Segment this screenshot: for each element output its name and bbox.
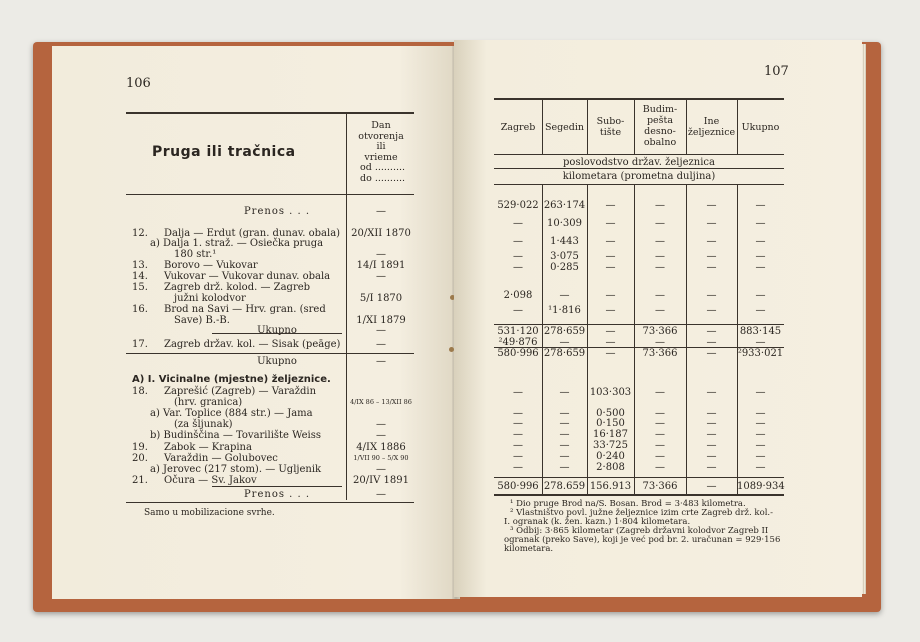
footnote-line: ³ Odbij: 3·865 kilometar (Zagreb državni kolodvor Zagreb II [510,526,769,536]
data-cell: 0·150 [596,418,625,429]
footnote: Samo u mobilizacione svrhe. [144,508,275,518]
data-cell: 73·366 [642,348,678,359]
row-date: — [376,489,386,500]
ukupno-rule-1 [212,333,342,334]
data-cell: — [706,262,717,273]
page-number: 107 [764,64,789,79]
data-cell: — [755,218,766,229]
data-cell: 2·098 [503,290,533,301]
data-cell: ²933·021 [737,348,784,359]
data-cell: — [706,429,717,440]
row-date: — [376,339,386,350]
data-cell: 3·075 [550,251,579,262]
data-cell: — [513,440,523,451]
subtotal-rule [494,324,784,325]
row-route: Zaprešić (Zagreb) — Varaždin [164,386,317,397]
data-cell: — [605,262,616,273]
data-cell: — [655,418,665,429]
data-cell: 531·120 [497,326,539,337]
data-cell: — [655,440,665,451]
data-cell: — [755,440,766,451]
header-poslovodstvo: poslovodstvo držav. željeznica [563,157,715,168]
data-cell: — [559,387,570,398]
row-date: 4/IX 86 – 13/XII 86 [350,398,412,406]
row-date: — [376,249,386,260]
data-cell: — [513,218,523,229]
row-route: Zagreb držav. kol. — Sisak (peāge) [164,339,341,350]
subtotal-rule-2 [494,347,784,348]
row-route: Prenos . . . [243,489,311,500]
row-route: (hrv. granica) [174,397,243,408]
table-top-rule [494,98,784,100]
row-route: Borovo — Vukovar [164,260,258,271]
row-date: — [376,464,386,475]
data-cell: 1089·934 [737,481,785,492]
header-otvorenja: otvorenja [358,130,404,142]
data-cell: ¹1·816 [548,305,581,316]
data-cell: — [755,387,766,398]
column-rule [542,99,543,155]
header-dan: Dan [371,120,391,131]
data-cell: — [559,462,570,473]
data-cell: 278·659 [543,326,586,337]
date-column-header: Dan otvorenja ili vrieme od .......... do .......... [348,121,414,184]
data-cell: — [655,251,665,262]
data-cell: — [755,262,766,273]
row-route: Ukupno [257,325,297,336]
row-date: 20/XII 1870 [351,228,411,239]
data-cell: 73·366 [642,326,678,337]
data-cell: — [655,429,665,440]
header-rule-1 [494,154,784,155]
column-rule [686,99,687,155]
row-date: — [376,430,386,441]
row-date: 1/VII 90 – 5/X 90 [353,454,409,462]
header-rule-2 [494,168,784,169]
data-cell: — [559,408,570,419]
data-cell: — [513,451,523,462]
row-number: 21. [132,475,148,486]
data-cell: — [755,290,766,301]
data-cell: — [513,236,523,247]
data-cell: — [706,387,717,398]
data-cell: 278.659 [543,481,586,492]
data-cell: 1·443 [550,236,579,247]
data-cell: 10·309 [547,218,582,229]
data-cell: — [755,429,766,440]
row-date: 1/XI 1879 [356,315,406,326]
data-cell: 103·303 [589,387,632,398]
row-route: Prenos . . . [243,206,311,217]
row-route: Vukovar — Vukovar dunav. obala [164,271,331,282]
row-number: 15. [132,282,148,293]
footnote-line: ogranak (preko Save), koji je već pod br. 2. uračunan = 929·156 [504,535,781,545]
data-cell: ²49·876 [498,337,538,348]
data-cell: — [605,251,616,262]
data-cell: — [655,305,665,316]
data-cell: — [559,451,570,462]
data-cell: 529·022 [497,200,539,211]
footnote-line: ² Vlastništvo povl. južne željeznice izim crte Zagreb drž. kol.- [510,508,773,518]
data-cell: — [706,418,717,429]
row-number: 14. [132,271,148,282]
data-cell: — [655,408,665,419]
row-route: Save) B.-B. [174,315,230,326]
data-cell: — [655,218,665,229]
row-route: Dalja — Erdut (gran. dunav. obala) [164,228,341,239]
column-header: Ukupno [741,122,780,133]
data-cell: — [706,348,717,359]
header-do: do [360,172,372,184]
row-date: 4/IX 1886 [356,442,406,453]
data-cell: — [513,251,523,262]
data-cell: 580·996 [497,481,539,492]
row-route: (za šljunak) [174,419,233,430]
data-cell: — [559,429,570,440]
data-cell: 263·174 [543,200,586,211]
row-route: Zabok — Krapina [164,442,252,453]
column-header: Ine željeznice [687,116,736,138]
data-cell: — [755,200,766,211]
header-bottom-rule [126,194,414,195]
data-cell: — [655,462,665,473]
header-od: od [360,162,372,173]
row-route: Očura — Sv. Jakov [164,475,257,486]
row-route: Zagreb drž. kolod. — Zagreb [164,282,311,293]
row-date: — [376,206,386,217]
data-cell: — [755,408,766,419]
data-cell: — [706,337,717,348]
data-cell: 0·500 [596,408,625,419]
data-cell: — [655,236,665,247]
left-page [52,46,460,599]
data-cell: — [513,408,523,419]
row-number: 13. [132,260,148,271]
data-cell: — [706,326,717,337]
row-route: a) Jerovec (217 stom). — Ugljenik [150,464,322,475]
column-rule [634,99,635,155]
column-divider [346,113,347,500]
data-cell: — [706,451,717,462]
column-header: Budim- pešta desno- obalno [642,104,678,148]
ukupno-rule-2 [126,353,414,354]
header-kilometara: kilometara (prometna duljina) [562,171,716,182]
data-cell: — [755,251,766,262]
column-header: Segedin [544,122,585,133]
footnote-line: kilometara. [504,544,554,554]
row-route: Brod na Savi — Hrv. gran. (sred [164,304,326,315]
data-cell: — [706,305,717,316]
row-date: — [376,325,386,336]
data-cell: — [655,262,665,273]
prenos-rule [212,486,342,487]
data-cell: 580·996 [497,348,539,359]
data-cell: — [755,337,766,348]
row-date: 20/IV 1891 [353,475,409,486]
data-cell: — [513,462,523,473]
table-bottom-rule [494,494,784,496]
row-route: b) Budinščina — Tovarilište Weiss [150,430,321,441]
data-cell: — [559,440,570,451]
data-cell: — [655,290,665,301]
row-route: južni kolodvor [174,293,246,304]
data-cell: 33·725 [593,440,628,451]
data-cell: — [706,290,717,301]
table-bottom-rule [126,502,414,503]
row-route: a) Dalja 1. straž. — Osiečka pruga [150,238,324,249]
row-number: 19. [132,442,148,453]
footnote-line: ¹ Dio pruge Brod na/S. Bosan. Brod = 3·483 kilometra. [510,499,746,509]
page-number: 106 [126,76,151,91]
row-number: 18. [132,386,148,397]
data-cell: — [755,305,766,316]
data-cell: 73·366 [642,481,678,492]
data-cell: — [605,326,616,337]
row-route: Ukupno [257,356,297,367]
row-number: 12. [132,228,148,239]
header-ili: ili [376,141,386,152]
table-title: Pruga ili tračnica [152,144,296,160]
data-cell: — [706,408,717,419]
data-cell: — [559,337,570,348]
column-header: Subo- tište [596,116,625,138]
data-cell: 156.913 [589,481,632,492]
data-cell: — [655,337,665,348]
data-cell: — [605,348,616,359]
data-cell: — [755,462,766,473]
row-route: Varaždin — Golubovec [164,453,278,464]
data-cell: 883·145 [739,326,782,337]
data-cell: — [605,305,616,316]
data-cell: 0·240 [596,451,625,462]
data-cell: — [706,218,717,229]
data-cell: — [706,481,717,492]
data-cell: 278·659 [543,348,586,359]
row-number: 17. [132,339,148,350]
row-date: — [376,356,386,367]
data-cell: — [755,418,766,429]
table-top-rule [126,112,414,114]
data-cell: 2·808 [596,462,625,473]
data-cell: — [513,387,523,398]
row-number: 16. [132,304,148,315]
row-route: 180 str.¹ [174,249,217,260]
header-rule-3 [494,184,784,185]
row-route: a) Var. Toplice (884 str.) — Jama [150,408,313,419]
total-rule [494,477,784,478]
column-rule [587,99,588,155]
row-date: — [376,271,386,282]
data-cell: — [605,337,616,348]
data-cell: — [706,462,717,473]
data-cell: — [655,451,665,462]
data-cell: — [655,200,665,211]
row-number: 20. [132,453,148,464]
right-page [454,40,862,597]
row-route: A) I. Vicinalne (mjestne) željeznice. [132,374,331,385]
data-cell: — [706,200,717,211]
data-cell: — [513,262,523,273]
data-cell: — [605,218,616,229]
data-cell: — [605,290,616,301]
data-cell: — [755,236,766,247]
row-date: — [376,419,386,430]
header-vrieme: vrieme [364,151,398,163]
data-cell: — [706,440,717,451]
data-cell: — [706,236,717,247]
data-cell: — [513,418,523,429]
data-cell: — [605,236,616,247]
row-date: 14/I 1891 [356,260,406,271]
data-cell: — [513,305,523,316]
data-cell: — [706,251,717,262]
data-cell: — [755,451,766,462]
column-rule [737,99,738,155]
data-cell: — [513,429,523,440]
footnote-line: I. ogranak (k. žen. kazn.) 1·804 kilometara. [504,517,691,527]
data-cell: — [559,418,570,429]
data-cell: — [559,290,570,301]
data-cell: — [605,200,616,211]
data-cell: 16·187 [593,429,628,440]
data-cell: 0·285 [550,262,579,273]
data-cell: — [655,387,665,398]
row-date: 5/I 1870 [359,293,403,304]
column-header: Zagreb [500,122,536,133]
